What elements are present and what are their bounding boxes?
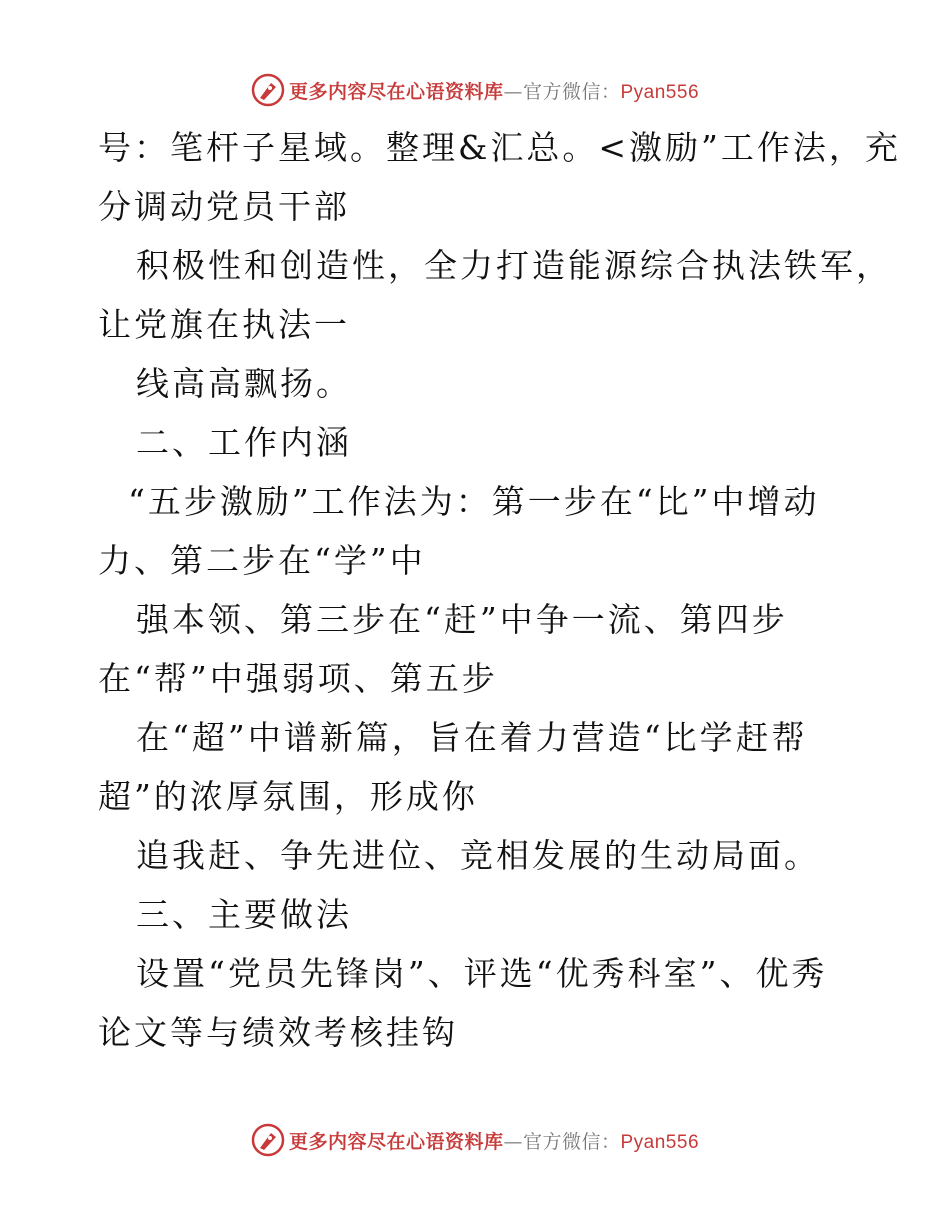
watermark-wechat-id: Pyan556 (620, 81, 700, 103)
body-line: “五步激励”工作法为：第一步在“比”中增动 (128, 482, 820, 521)
watermark-brand: 更多内容尽在心语资料库 (288, 80, 504, 103)
body-line: 在“帮”中强弱项、第五步 (98, 659, 498, 698)
body-line: 线高高飘扬。 (136, 364, 352, 403)
watermark-dash: — (503, 1130, 523, 1153)
document-body (98, 118, 901, 1062)
section-heading: 三、主要做法 (136, 895, 352, 934)
pen-nib-logo-icon (251, 73, 285, 107)
pen-nib-logo-icon (251, 1123, 285, 1157)
body-line: 分调动党员干部 (98, 187, 350, 226)
section-heading: 二、工作内涵 (136, 423, 352, 462)
body-line: 号：笔杆子星域。整理&汇总。<激励”工作法，充 (98, 128, 901, 167)
body-line: 力、第二步在“学”中 (98, 541, 426, 580)
body-line: 强本领、第三步在“赶”中争一流、第四步 (136, 600, 788, 639)
body-line: 让党旗在执法一 (98, 305, 350, 344)
watermark-brand: 更多内容尽在心语资料库 (288, 1130, 504, 1153)
watermark-wechat-id: Pyan556 (620, 1131, 700, 1153)
watermark-label: 官方微信： (522, 1130, 621, 1153)
header-watermark (0, 72, 950, 108)
body-line: 超”的浓厚氛围，形成你 (98, 777, 478, 816)
footer-watermark (0, 1122, 950, 1158)
body-line: 追我赶、争先进位、竞相发展的生动局面。 (136, 836, 820, 875)
watermark-label: 官方微信： (522, 80, 621, 103)
body-line: 积极性和创造性，全力打造能源综合执法铁军， (136, 246, 892, 285)
watermark-dash: — (503, 80, 523, 103)
body-line: 论文等与绩效考核挂钩 (98, 1013, 458, 1052)
body-line: 在“超”中谱新篇，旨在着力营造“比学赶帮 (136, 718, 808, 757)
body-line: 设置“党员先锋岗”、评选“优秀科室”、优秀 (136, 954, 828, 993)
